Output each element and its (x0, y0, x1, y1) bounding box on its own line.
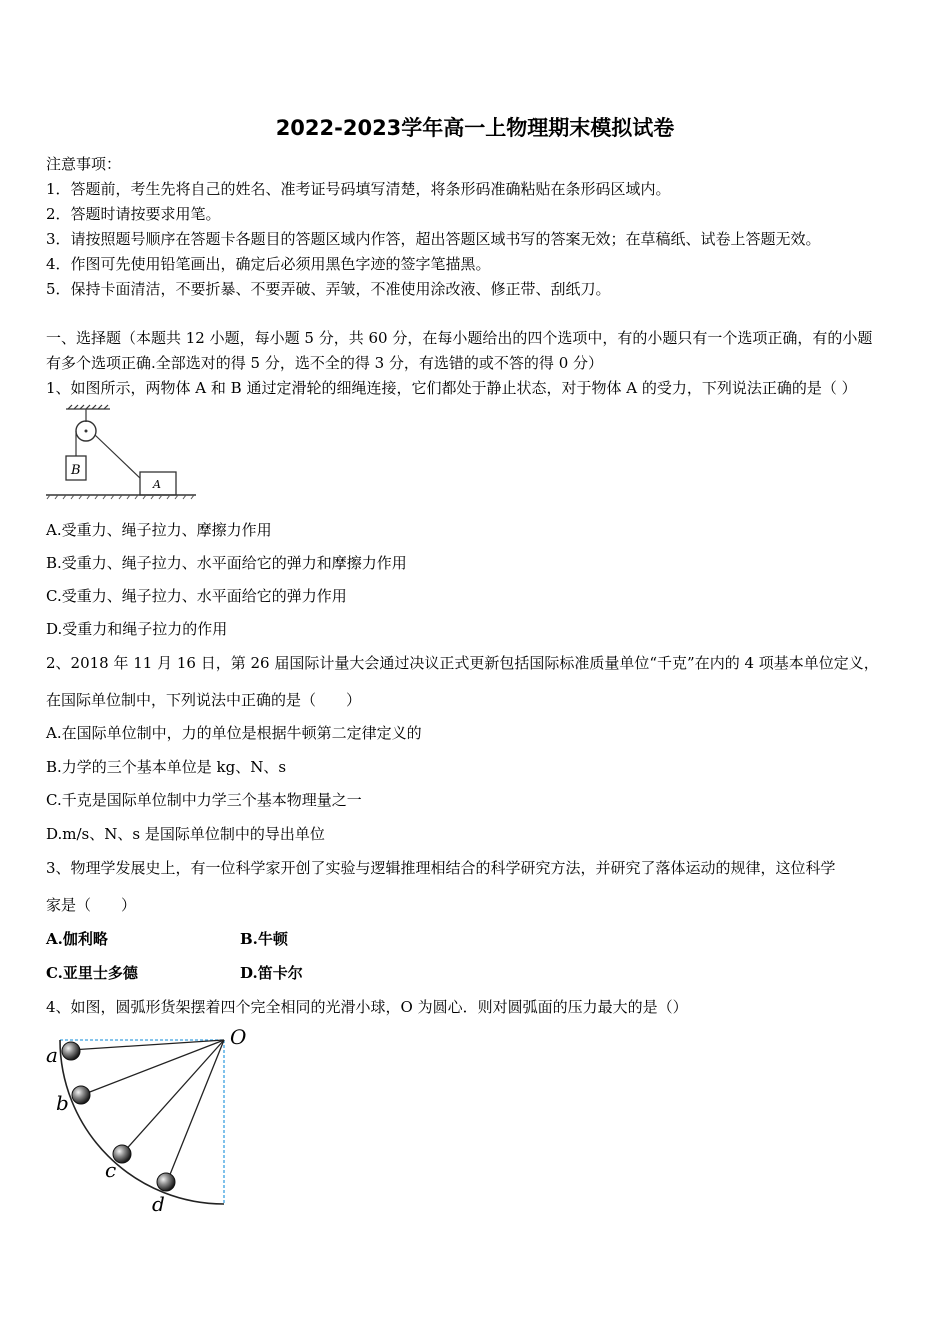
question-1-option-c: C.受重力、绳子拉力、水平面给它的弹力作用 (46, 587, 347, 605)
label-d: d (152, 1192, 165, 1216)
question-2-stem: 2、2018 年 11 月 16 日，第 26 届国际计量大会通过决议正式更新包括国际标准质量单位“千克”在内的 4 项基本单位定义， (46, 654, 879, 672)
radius-line-d (167, 1040, 224, 1182)
question-2-stem: 在国际单位制中，下列说法中正确的是（ ） (46, 691, 362, 709)
question-1-option-b: B.受重力、绳子拉力、水平面给它的弹力和摩擦力作用 (46, 554, 407, 572)
question-3-stem: 家是（ ） (46, 896, 137, 914)
notice-item: 4．作图可先使用铅笔画出，确定后必须用黑色字迹的签字笔描黑。 (46, 255, 491, 273)
question-1-stem: 1、如图所示，两物体 A 和 B 通过定滑轮的细绳连接，它们都处于静止状态，对于物体 A 的受力，下列说法正确的是（ ） (46, 379, 857, 397)
label-c: c (105, 1158, 117, 1182)
arc-shelf-figure (40, 1022, 270, 1222)
radius-line-c (122, 1040, 224, 1154)
section-instructions: 有多个选项正确.全部选对的得 5 分，选不全的得 3 分，有选错的或不答的得 0 分） (46, 354, 604, 372)
arc-surface (60, 1040, 224, 1204)
notice-heading: 注意事项： (46, 155, 122, 173)
label-b: b (56, 1091, 69, 1115)
ball-b (72, 1086, 90, 1104)
section-instructions: 一、选择题（本题共 12 小题，每小题 5 分，共 60 分，在每小题给出的四个选项中，有的小题只有一个选项正确，有的小题 (46, 329, 873, 347)
pulley-figure (44, 404, 204, 504)
block-a-label: A (153, 478, 161, 491)
question-1-option-d: D.受重力和绳子拉力的作用 (46, 620, 228, 638)
question-4-stem: 4、如图，圆弧形货架摆着四个完全相同的光滑小球，O 为圆心．则对圆弧面的压力最大的是（） (46, 998, 688, 1016)
notice-item: 1．答题前，考生先将自己的姓名、准考证号码填写清楚，将条形码准确粘贴在条形码区域内。 (46, 180, 671, 198)
notice-item: 5．保持卡面清洁，不要折暴、不要弄破、弄皱，不准使用涂改液、修正带、刮纸刀。 (46, 280, 611, 298)
question-3-option-b: B.牛顿 (240, 930, 288, 948)
ceiling-support (66, 405, 110, 422)
ball-d (157, 1173, 175, 1191)
question-3-stem: 3、物理学发展史上，有一位科学家开创了实验与逻辑推理相结合的科学研究方法，并研究了落体运动的规律，这位科学 (46, 859, 836, 877)
label-a: a (46, 1043, 58, 1067)
question-3-option-c: C.亚里士多德 (46, 964, 138, 982)
ball-a (62, 1042, 80, 1060)
question-1-option-a: A.受重力、绳子拉力、摩擦力作用 (46, 521, 272, 539)
question-2-option-b: B.力学的三个基本单位是 kg、N、s (46, 758, 287, 776)
notice-item: 3．请按照题号顺序在答题卡各题目的答题区域内作答，超出答题区域书写的答案无效；在草稿纸、试卷上答题无效。 (46, 230, 821, 248)
notice-item: 2．答题时请按要求用笔。 (46, 205, 221, 223)
page-title: 2022-2023学年高一上物理期末模拟试卷 (275, 116, 675, 140)
question-3-option-d: D.笛卡尔 (240, 964, 303, 982)
question-2-option-a: A.在国际单位制中，力的单位是根据牛顿第二定律定义的 (46, 724, 422, 742)
label-o: O (230, 1025, 247, 1049)
rope (95, 435, 142, 480)
question-2-option-c: C.千克是国际单位制中力学三个基本物理量之一 (46, 791, 362, 809)
question-3-option-a: A.伽利略 (46, 930, 108, 948)
question-2-option-d: D.m/s、N、s 是国际单位制中的导出单位 (46, 825, 325, 843)
block-b-label: B (71, 463, 81, 478)
